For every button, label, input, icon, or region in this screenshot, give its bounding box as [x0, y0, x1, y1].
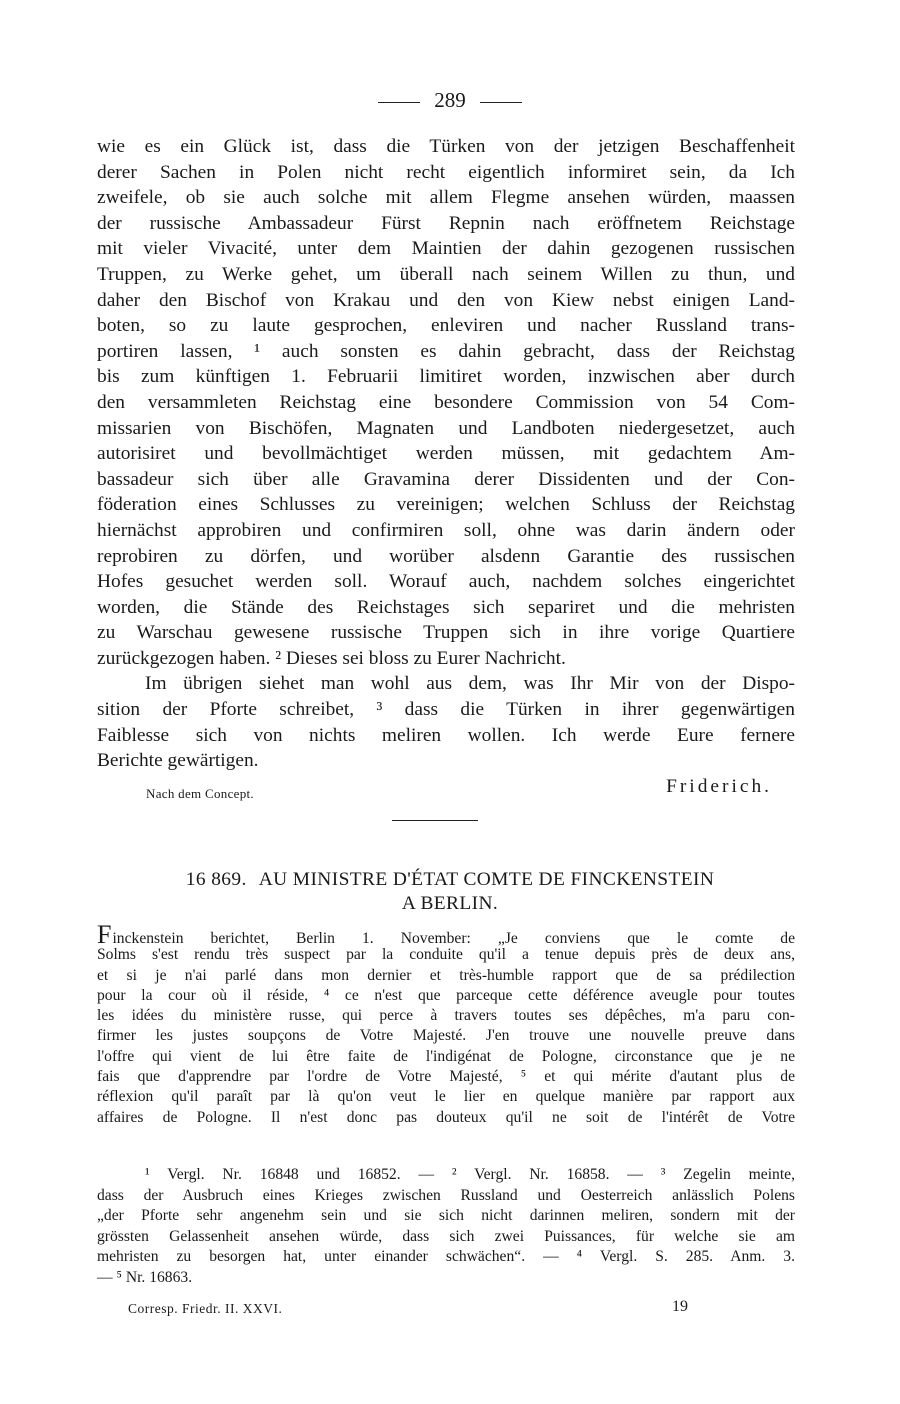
body-line: Berichte gewärtigen.	[97, 750, 259, 772]
document-heading	[100, 868, 800, 916]
report-line: réflexion qu'il paraît par là qu'on veut le lier en quelque manière par rapport aux	[97, 1088, 795, 1106]
body-line: worden, die Stände des Reichstages sich separiret und die mehristen	[97, 596, 795, 618]
body-line: missarien von Bischöfen, Magnaten und Landboten niedergesetzet, auch	[97, 417, 795, 439]
footnote-line: grössten Gelassenheit ansehen würde, dass sich zwei Puissances, für welche sie am	[97, 1227, 795, 1245]
body-line: Truppen, zu Werke gehet, um überall nach seinem Willen zu thun, und	[97, 263, 795, 285]
signature-mark: 19	[672, 1298, 688, 1315]
body-line: bassadeur sich über alle Gravamina derer Dissidenten und der Con-	[97, 468, 795, 490]
body-line: bis zum künftigen 1. Februarii limitiret worden, inzwischen aber durch	[97, 366, 795, 388]
page-number: 289	[434, 88, 466, 112]
report-summary	[97, 920, 795, 1128]
report-line: les idées du ministère russe, qui perce à travers toutes ses dépêches, m'a paru con-	[97, 1007, 795, 1025]
letter-body	[97, 134, 795, 774]
heading-line-1: AU MINISTRE D'ÉTAT COMTE DE FINCKENSTEIN	[258, 869, 715, 890]
body-line: Hofes gesuchet werden soll. Worauf auch, nachdem solches eingerichtet	[97, 571, 795, 593]
report-line	[97, 920, 795, 949]
section-divider	[392, 820, 478, 821]
body-line: boten, so zu laute gesprochen, enleviren und nacher Russland trans-	[97, 315, 795, 337]
report-line: pour la cour où il réside, ⁴ ce n'est que parceque cette déférence aveugle pour toutes	[97, 986, 795, 1004]
body-line: den versammleten Reichstag eine besondere Commission von 54 Com-	[97, 391, 795, 413]
drop-cap: F	[97, 920, 112, 949]
body-line: reprobiren zu dörfen, und worüber alsdenn Garantie des russischen	[97, 545, 795, 567]
footnote-line: „der Pforte sehr angenehm sein und sie sich nicht darinnen meliren, sondern mit der	[97, 1207, 795, 1225]
report-line: l'offre qui vient de lui être faite de l'indigénat de Pologne, circonstance que je ne	[97, 1047, 795, 1065]
body-line: Faiblesse sich von nichts meliren wollen. Ich werde Eure fernere	[97, 724, 795, 746]
report-line: firmer les justes soupçons de Votre Majesté. J'en trouve une nouvelle preuve dans	[97, 1027, 795, 1045]
body-line: der russische Ambassadeur Fürst Repnin nach eröffnetem Reichstage	[97, 212, 795, 234]
body-line: wie es ein Glück ist, dass die Türken von der jetzigen Beschaffenheit	[97, 136, 795, 157]
body-line: zweifele, ob sie auch solche mit allem Flegme ansehen würden, maassen	[97, 187, 795, 209]
report-first-line: inckenstein berichtet, Berlin 1. November: „Je conviens que le comte de	[112, 930, 795, 947]
body-line: portiren lassen, ¹ auch sonsten es dahin gebracht, dass der Reichstag	[97, 340, 795, 362]
body-line: sition der Pforte schreibet, ³ dass die Türken in ihrer gegenwärtigen	[97, 699, 795, 721]
report-line: fais que d'apprendre par l'ordre de Votre Majesté, ⁵ et qui mérite d'autant plus de	[97, 1068, 795, 1086]
footnote-line: mehristen zu besorgen hat, unter einander schwächen“. — ⁴ Vergl. S. 285. Anm. 3.	[97, 1248, 795, 1266]
page-header	[0, 88, 900, 113]
signature: Friderich.	[666, 776, 772, 797]
body-line: zurückgezogen haben. ² Dieses sei bloss zu Eurer Nachricht.	[97, 647, 566, 669]
body-line: mit vieler Vivacité, unter dem Maintien der dahin gezogenen russischen	[97, 238, 795, 260]
header-dash-right	[480, 102, 522, 103]
footnote-line: ¹ Vergl. Nr. 16848 und 16852. — ² Vergl. Nr. 16858. — ³ Zegelin meinte,	[145, 1166, 795, 1183]
body-line: hiernächst approbiren und confirmiren soll, ohne was darin ändern oder	[97, 519, 795, 541]
body-line: Im übrigen siehet man wohl aus dem, was Ihr Mir von der Dispo-	[145, 673, 795, 695]
body-line: zu Warschau gewesene russische Truppen sich in ihre vorige Quartiere	[97, 622, 795, 644]
report-line: et si je n'ai parlé dans mon dernier et très-humble rapport que de sa prédilection	[97, 966, 795, 984]
heading-line-2: A BERLIN.	[401, 893, 499, 914]
header-dash-left	[378, 102, 420, 103]
footnote-line: — ⁵ Nr. 16863.	[97, 1268, 193, 1286]
source-note: Nach dem Concept.	[146, 786, 254, 801]
document-number: 16 869.	[185, 869, 247, 890]
body-line: autorisiret und bevollmächtiget werden müssen, mit gedachtem Am-	[97, 443, 795, 465]
body-line: derer Sachen in Polen nicht recht eigentlich informiret sein, da Ich	[97, 161, 795, 183]
footnotes	[97, 1165, 795, 1289]
report-line: Solms s'est rendu très suspect par la conduite qu'il a tenue depuis près de deux ans,	[97, 946, 795, 964]
footnote-line: dass der Ausbruch eines Krieges zwischen Russland und Oesterreich anlässlich Polens	[97, 1186, 795, 1204]
footer-citation: Corresp. Friedr. II. XXVI.	[128, 1301, 283, 1316]
body-line: föderation eines Schlusses zu vereinigen; welchen Schluss der Reichstag	[97, 494, 795, 516]
report-line: affaires de Pologne. Il n'est donc pas douteux qu'il ne soit de l'intérêt de Votre	[97, 1108, 795, 1126]
body-line: daher den Bischof von Krakau und den von Kiew nebst einigen Land-	[97, 289, 795, 311]
